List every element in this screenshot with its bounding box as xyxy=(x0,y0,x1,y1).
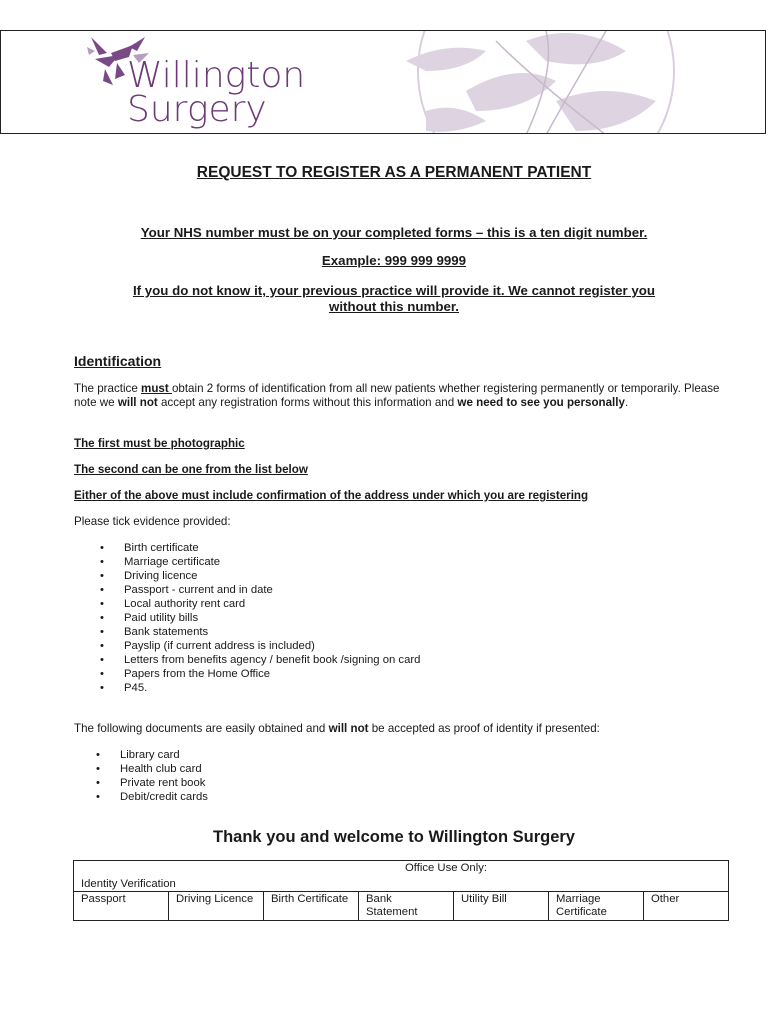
intro-text-2: obtain 2 forms of identification from all new patients whether registering permanently or temporarily. Please note we xyxy=(74,382,720,409)
welcome-message: Thank you and welcome to Willington Surgery xyxy=(213,828,575,846)
not-accepted-item: • Library card xyxy=(74,748,208,762)
surgery-logo-text xyxy=(127,55,306,130)
not-accepted-will-not: will not xyxy=(328,722,369,735)
office-column-marriage-certificate: Marriage Certificate xyxy=(549,892,644,921)
intro-text-4: . xyxy=(624,396,629,409)
intro-will-not: will not xyxy=(117,396,158,409)
evidence-item: • Marriage certificate xyxy=(74,555,420,569)
nhs-example: Example: 999 999 9999 xyxy=(321,253,467,268)
office-column-driving-licence: Driving Licence xyxy=(169,892,264,921)
evidence-item: • Letters from benefits agency / benefit book /signing on card xyxy=(74,653,420,667)
evidence-item: • P45. xyxy=(74,681,420,695)
evidence-item: • Local authority rent card xyxy=(74,597,420,611)
not-accepted-intro xyxy=(74,722,724,736)
office-column-utility-bill: Utility Bill xyxy=(454,892,549,921)
nhs-number-notice: Your NHS number must be on your completed forms – this is a ten digit number. xyxy=(140,225,648,240)
not-accepted-list xyxy=(74,748,208,804)
identification-heading: Identification xyxy=(74,353,162,369)
evidence-list xyxy=(74,541,420,695)
decorative-flower-icon xyxy=(406,31,686,134)
logo-line-1: Willington xyxy=(127,55,306,96)
not-accepted-text-2: be accepted as proof of identity if presented: xyxy=(368,722,600,735)
logo-line-2: Surgery xyxy=(127,89,267,130)
intro-must: must xyxy=(141,382,172,395)
identification-intro xyxy=(74,382,724,410)
second-id-rule: The second can be one from the list below xyxy=(74,463,308,476)
evidence-item: • Birth certificate xyxy=(74,541,420,555)
evidence-item: • Passport - current and in date xyxy=(74,583,420,597)
office-use-title: Office Use Only: xyxy=(404,862,488,874)
nhs-previous-practice-line-2: without this number. xyxy=(328,299,459,314)
page-title: REQUEST TO REGISTER AS A PERMANENT PATIENT xyxy=(196,164,592,181)
nhs-previous-practice-line-1: If you do not know it, your previous practice will provide it. We cannot register you xyxy=(132,283,656,298)
evidence-item: • Bank statements xyxy=(74,625,420,639)
intro-need-see: we need to see you personally xyxy=(457,396,625,409)
office-column-passport: Passport xyxy=(74,892,169,921)
office-column-bank-statement: Bank Statement xyxy=(359,892,454,921)
not-accepted-item: • Debit/credit cards xyxy=(74,790,208,804)
not-accepted-item: • Private rent book xyxy=(74,776,208,790)
intro-text-3: accept any registration forms without this information and xyxy=(157,396,458,409)
evidence-item: • Payslip (if current address is included) xyxy=(74,639,420,653)
office-use-header xyxy=(74,861,729,892)
identity-verification-label: Identity Verification xyxy=(81,878,176,890)
evidence-item: • Paid utility bills xyxy=(74,611,420,625)
header-banner xyxy=(0,30,766,134)
evidence-item: • Driving licence xyxy=(74,569,420,583)
office-use-table xyxy=(73,860,729,921)
not-accepted-item: • Health club card xyxy=(74,762,208,776)
office-column-birth-certificate: Birth Certificate xyxy=(264,892,359,921)
address-confirmation-rule: Either of the above must include confirmation of the address under which you are registering xyxy=(74,489,589,502)
not-accepted-text-1: The following documents are easily obtained and xyxy=(74,722,329,735)
evidence-item: • Papers from the Home Office xyxy=(74,667,420,681)
office-column-other: Other xyxy=(644,892,729,921)
first-id-rule: The first must be photographic xyxy=(74,437,245,450)
intro-text-1: The practice xyxy=(74,382,142,395)
tick-evidence-prompt: Please tick evidence provided: xyxy=(74,515,231,528)
